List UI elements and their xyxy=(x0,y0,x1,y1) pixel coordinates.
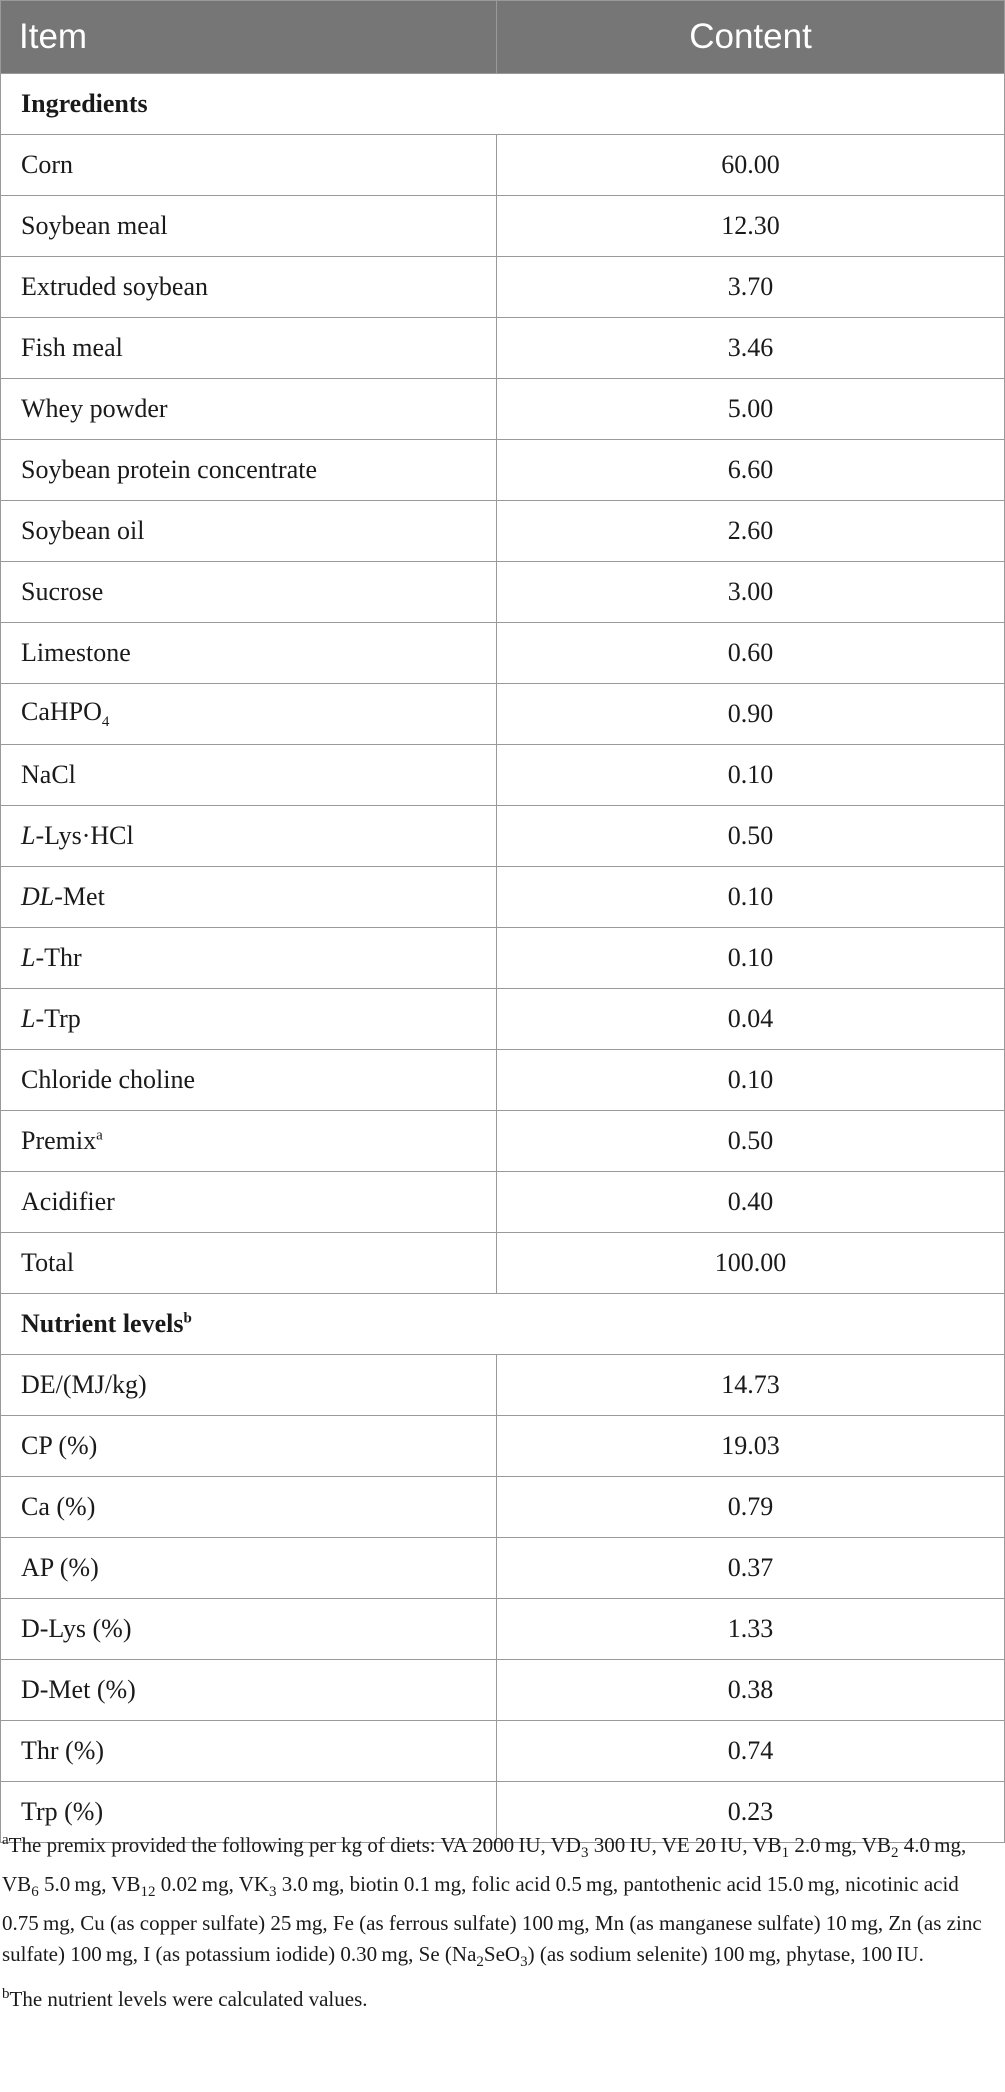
table-row xyxy=(1,440,1005,501)
row-value: 100.00 xyxy=(497,1233,1005,1294)
footnote-a-segment: 300 IU, VE 20 IU, VB xyxy=(588,1833,782,1857)
section-row-ingredients xyxy=(1,74,1005,135)
table-row xyxy=(1,1660,1005,1721)
row-label-prefix: L xyxy=(21,821,36,850)
row-label xyxy=(1,928,497,989)
row-value: 0.23 xyxy=(497,1782,1005,1843)
row-value: 3.46 xyxy=(497,318,1005,379)
row-label-text: Chloride choline xyxy=(21,1065,196,1094)
table-header-row xyxy=(1,1,1005,74)
row-value: 0.38 xyxy=(497,1660,1005,1721)
footnote-a-subscript: 3 xyxy=(520,1954,528,1971)
table-row xyxy=(1,1477,1005,1538)
footnote-b xyxy=(2,1979,982,2015)
row-value: 12.30 xyxy=(497,196,1005,257)
row-value: 0.10 xyxy=(497,867,1005,928)
section-heading-ingredients: Ingredients xyxy=(1,74,1005,135)
footnote-a-subscript: 1 xyxy=(781,1845,790,1862)
row-value: 0.10 xyxy=(497,928,1005,989)
column-header-item: Item xyxy=(1,1,497,74)
row-label-text: CaHPO xyxy=(21,696,102,726)
footnote-a-segment: 5.0 mg, VB xyxy=(38,1872,141,1897)
row-label-superscript: a xyxy=(96,1127,103,1144)
row-label xyxy=(1,1111,497,1172)
table-row xyxy=(1,867,1005,928)
row-label-text: -Trp xyxy=(35,1004,81,1033)
row-label-text: NaCl xyxy=(21,760,76,789)
row-label-text: -Met xyxy=(54,882,105,911)
row-label-text: Limestone xyxy=(21,638,131,667)
table-row xyxy=(1,257,1005,318)
row-label xyxy=(1,440,497,501)
table-body xyxy=(1,74,1005,1843)
row-label-prefix: DL xyxy=(21,882,55,911)
row-label-text: Total xyxy=(21,1248,75,1277)
section-heading-nutrients xyxy=(1,1294,1005,1355)
table-row xyxy=(1,745,1005,806)
row-label xyxy=(1,257,497,318)
footnote-a-subscript: 12 xyxy=(140,1884,156,1901)
row-value: 0.50 xyxy=(497,1111,1005,1172)
footnote-a-subscript: 6 xyxy=(31,1884,39,1901)
row-value: 1.33 xyxy=(497,1599,1005,1660)
row-label xyxy=(1,1355,497,1416)
row-label-subscript: 4 xyxy=(101,714,110,731)
table-row xyxy=(1,1355,1005,1416)
footnote-b-text: The nutrient levels were calculated values. xyxy=(9,1986,368,2011)
footnote-b-marker: b xyxy=(2,1985,10,2002)
row-label-text: -Lys·HCl xyxy=(35,821,134,850)
row-value: 0.50 xyxy=(497,806,1005,867)
row-label xyxy=(1,684,497,745)
row-label-text: Thr (%) xyxy=(21,1736,105,1765)
footnote-a-subscript: 3 xyxy=(580,1845,589,1862)
table-row xyxy=(1,562,1005,623)
row-value: 0.10 xyxy=(497,1050,1005,1111)
table-row xyxy=(1,623,1005,684)
row-label-text: CP (%) xyxy=(21,1431,98,1460)
row-label xyxy=(1,1233,497,1294)
row-value: 3.00 xyxy=(497,562,1005,623)
row-label xyxy=(1,379,497,440)
row-label xyxy=(1,135,497,196)
row-label xyxy=(1,318,497,379)
row-label-text: Trp (%) xyxy=(21,1797,104,1826)
row-value: 0.10 xyxy=(497,745,1005,806)
row-label xyxy=(1,1477,497,1538)
table-row xyxy=(1,989,1005,1050)
footnote-a-segment: ) (as sodium selenite) 100 mg, phytase, 100 IU. xyxy=(527,1942,924,1967)
footnote-a-segment: 3.0 mg, biotin 0.1 mg, folic acid 0.5 mg, pantothenic acid 15.0 mg, nicotinic acid 0.75 mg, Cu (as copper sulfate) 25 mg, Fe (as ferrous sulfate) 100 mg, Mn (as manganese sulfate) 10 mg, Zn (as zinc sulfate) 100 mg, I (as potassium iodide) 0.30 mg, Se (Na xyxy=(2,1872,982,1967)
row-value: 19.03 xyxy=(497,1416,1005,1477)
row-label-text: Whey powder xyxy=(21,394,168,423)
row-label-text: AP (%) xyxy=(21,1553,99,1582)
row-label-text: Premix xyxy=(21,1126,97,1155)
footnote-a-subscript: 2 xyxy=(890,1845,899,1862)
footnote-a-subscript: 2 xyxy=(476,1954,484,1971)
table-row xyxy=(1,1050,1005,1111)
row-label xyxy=(1,745,497,806)
row-label-text: Sucrose xyxy=(21,577,104,606)
table-row xyxy=(1,318,1005,379)
row-label xyxy=(1,1538,497,1599)
table-row xyxy=(1,1599,1005,1660)
table-row xyxy=(1,1233,1005,1294)
table-row xyxy=(1,1538,1005,1599)
row-value: 60.00 xyxy=(497,135,1005,196)
row-value: 2.60 xyxy=(497,501,1005,562)
table-row xyxy=(1,501,1005,562)
row-label-text: Extruded soybean xyxy=(21,272,209,301)
row-label xyxy=(1,1660,497,1721)
section-heading-nutrients-text: Nutrient levels xyxy=(21,1309,184,1338)
row-label-text: Acidifier xyxy=(21,1187,115,1216)
row-value: 0.79 xyxy=(497,1477,1005,1538)
row-label-text: -Thr xyxy=(35,943,82,972)
row-label xyxy=(1,1599,497,1660)
row-label-text: Soybean meal xyxy=(21,211,168,240)
row-label-text: Fish meal xyxy=(21,333,123,362)
row-label xyxy=(1,1172,497,1233)
table-row xyxy=(1,379,1005,440)
section-row-nutrients xyxy=(1,1294,1005,1355)
row-value: 0.37 xyxy=(497,1538,1005,1599)
row-label-text: Soybean oil xyxy=(21,516,145,545)
table-row xyxy=(1,806,1005,867)
table-row xyxy=(1,196,1005,257)
row-label xyxy=(1,196,497,257)
table-row xyxy=(1,684,1005,745)
table-row xyxy=(1,135,1005,196)
row-label-text: Ca (%) xyxy=(21,1492,96,1521)
row-label xyxy=(1,989,497,1050)
table-row xyxy=(1,1172,1005,1233)
row-label-text: Soybean protein concentrate xyxy=(21,455,317,484)
row-label-text: DE/(MJ/kg) xyxy=(21,1370,147,1399)
footnote-a-subscript: 3 xyxy=(269,1884,277,1901)
row-label xyxy=(1,501,497,562)
footnote-a-segment: 2.0 mg, VB xyxy=(789,1833,891,1857)
footnote-a-text xyxy=(2,1833,982,1971)
row-label xyxy=(1,623,497,684)
table-row xyxy=(1,1111,1005,1172)
row-value: 0.40 xyxy=(497,1172,1005,1233)
row-label-prefix: L xyxy=(21,1004,36,1033)
row-label xyxy=(1,806,497,867)
column-header-content: Content xyxy=(497,1,1005,74)
row-value: 6.60 xyxy=(497,440,1005,501)
row-label xyxy=(1,1721,497,1782)
row-value: 14.73 xyxy=(497,1355,1005,1416)
row-label xyxy=(1,1050,497,1111)
table-footnotes xyxy=(0,1825,982,2015)
footnote-a-marker: a xyxy=(2,1832,9,1848)
row-value: 0.04 xyxy=(497,989,1005,1050)
row-label xyxy=(1,867,497,928)
footnote-a-segment: 0.02 mg, VK xyxy=(155,1872,270,1897)
footnote-a-segment: 4.0 mg, VB xyxy=(2,1833,967,1897)
row-label xyxy=(1,562,497,623)
row-value: 0.60 xyxy=(497,623,1005,684)
row-label-text: Corn xyxy=(21,150,73,179)
row-label-text: D-Met (%) xyxy=(21,1675,136,1704)
row-value: 3.70 xyxy=(497,257,1005,318)
footnote-a-segment: SeO xyxy=(483,1942,521,1967)
row-value: 0.74 xyxy=(497,1721,1005,1782)
row-label-prefix: L xyxy=(21,943,36,972)
section-heading-nutrients-marker: b xyxy=(183,1310,192,1327)
row-label xyxy=(1,1416,497,1477)
row-value: 5.00 xyxy=(497,379,1005,440)
row-value: 0.90 xyxy=(497,684,1005,745)
table-row xyxy=(1,1416,1005,1477)
table-row xyxy=(1,928,1005,989)
row-label-text: D-Lys (%) xyxy=(21,1614,132,1643)
table-row xyxy=(1,1721,1005,1782)
footnote-a-segment: The premix provided the following per kg of diets: VA 2000 IU, VD xyxy=(8,1833,581,1857)
footnote-a xyxy=(2,1825,982,1979)
